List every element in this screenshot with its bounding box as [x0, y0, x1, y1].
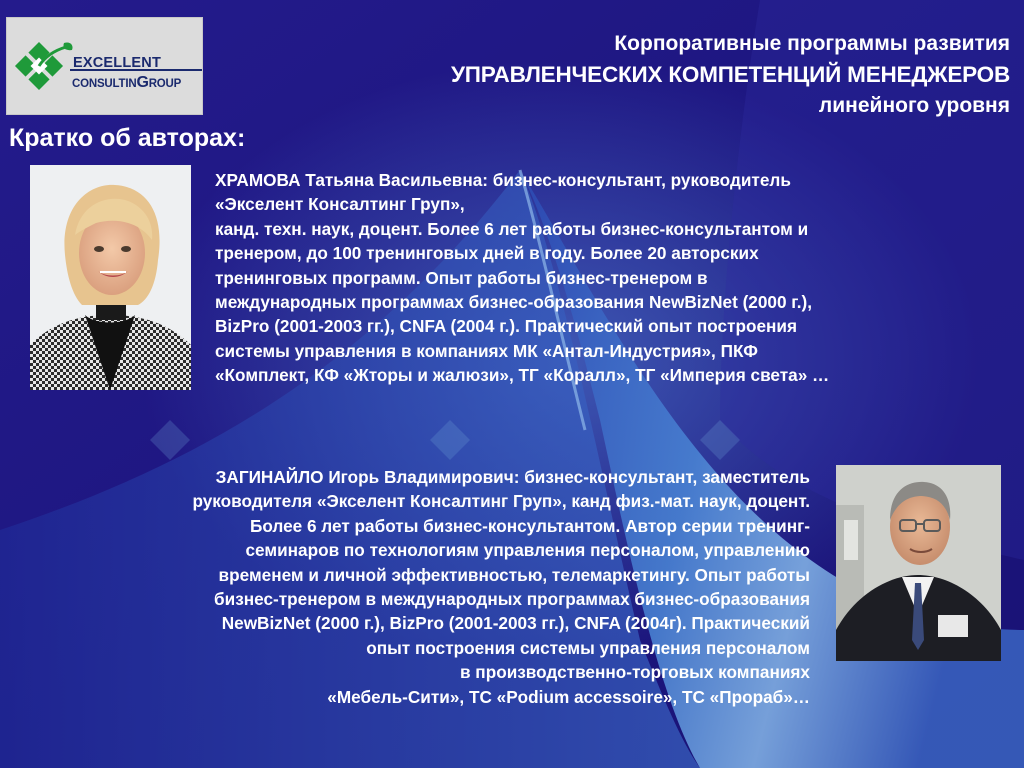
logo-text-line2: CONSULTINGROUP	[72, 74, 182, 91]
bio-line: в производственно-торговых компаниях	[459, 662, 810, 683]
bio-line: руководителя «Экселент Консалтинг Груп», канд физ.-мат. наук, доцент.	[192, 491, 810, 512]
bio-line: канд. техн. наук, доцент. Более 6 лет работы бизнес-консультантом и	[215, 218, 809, 239]
bio-line: семинаров по технологиям управления персоналом, управлению	[245, 540, 810, 561]
author-photo-khramova	[30, 165, 191, 390]
slide-title	[451, 30, 1010, 120]
bio-line: BizPro (2001-2003 гг.), CNFA (2004 г.). Практический опыт построения	[215, 316, 797, 337]
bio-line: ХРАМОВА Татьяна Васильевна: бизнес-консультант, руководитель	[215, 170, 791, 190]
bio-line: «Мебель-Сити», ТС «Podium accessoire», ТС «Прораб»…	[327, 686, 810, 707]
bio-line: опыт построения системы управления персоналом	[366, 637, 810, 658]
bio-line: тренинговых программ. Опыт работы бизнес-тренером в	[215, 267, 708, 288]
title-line-2: УПРАВЛЕНЧЕСКИХ КОМПЕТЕНЦИЙ МЕНЕДЖЕРОВ	[450, 62, 1010, 87]
author-bio-zaginaylo	[192, 465, 810, 709]
bio-line: бизнес-тренером в международных программах бизнес-образования	[214, 588, 810, 609]
bio-line: международных программах бизнес-образования NewBizNet (2000 г.),	[215, 291, 813, 312]
author-photo-zaginaylo	[836, 465, 1001, 661]
company-logo	[6, 17, 203, 115]
title-line-3: линейного уровня	[818, 94, 1010, 117]
bio-line: «Экселент Консалтинг Груп»,	[215, 194, 465, 215]
title-line-1: Корпоративные программы развития	[614, 32, 1010, 55]
author-bio-khramova	[215, 168, 829, 388]
bio-line: системы управления в компаниях МК «Антал-Индустрия», ПКФ	[215, 340, 758, 361]
bio-line: тренером, до 100 тренинговых дней в году. Более 20 авторских	[215, 243, 759, 264]
bio-line: «Комплект, КФ «Жторы и жалюзи», ТГ «Коралл», ТГ «Империя света» …	[215, 365, 830, 386]
logo-text-line1: EXCELLENT	[73, 55, 161, 71]
section-heading: Кратко об авторах:	[9, 124, 246, 152]
bio-line: временем и личной эффективностью, телемаркетингу. Опыт работы	[218, 564, 810, 585]
bio-line: NewBizNet (2000 г.), BizPro (2001-2003 гг.), CNFA (2004г). Практический	[221, 613, 810, 634]
bio-line: ЗАГИНАЙЛО Игорь Владимирович: бизнес-консультант, заместитель	[215, 467, 810, 487]
bio-line: Более 6 лет работы бизнес-консультантом. Автор серии тренинг-	[249, 515, 810, 536]
